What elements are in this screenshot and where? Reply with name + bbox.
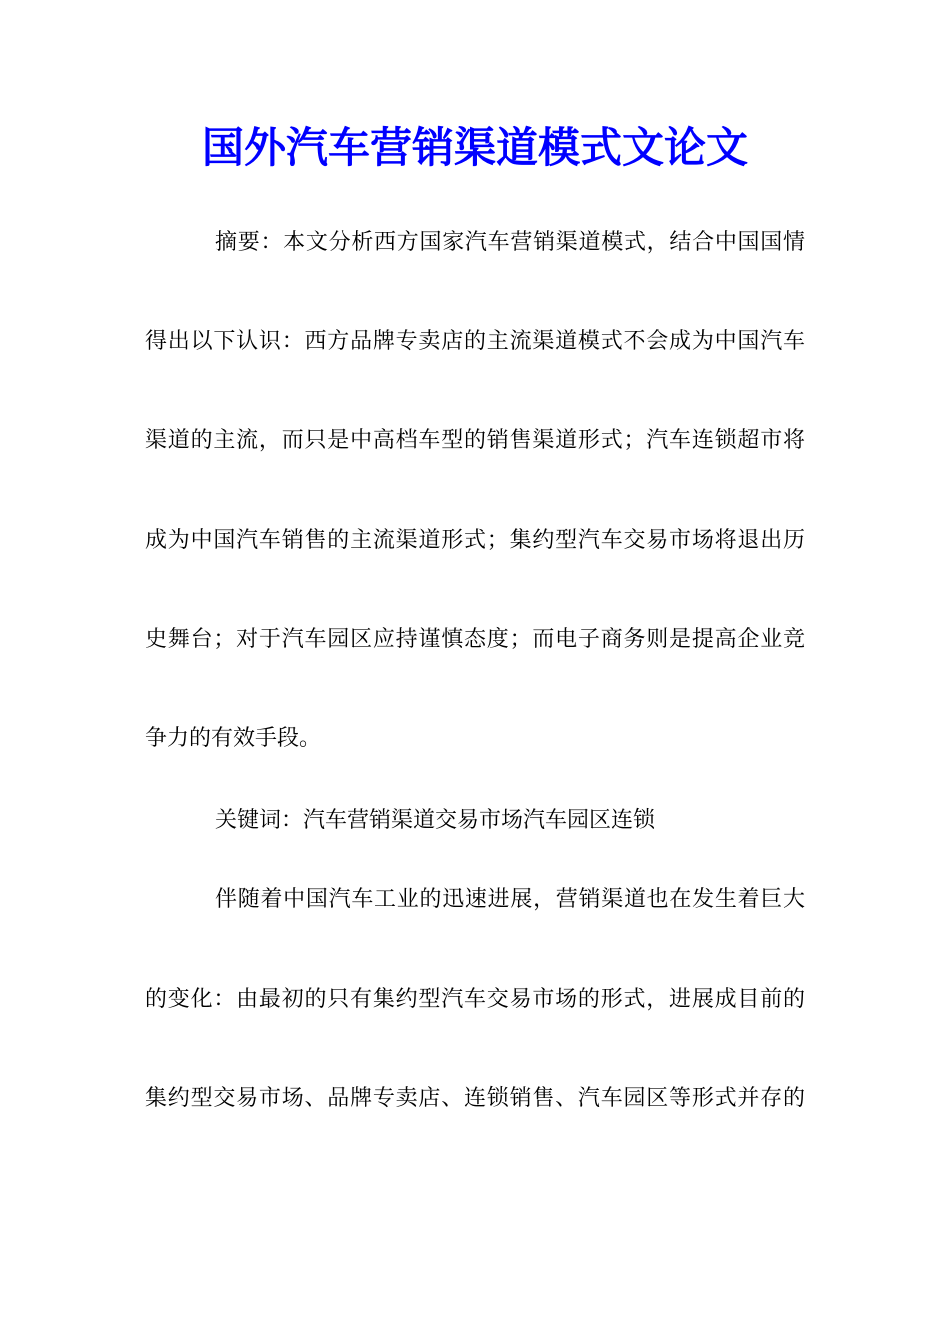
abstract-line-2: 得出以下认识：西方品牌专卖店的主流渠道模式不会成为中国汽车 [145,329,805,354]
abstract-line-4: 成为中国汽车销售的主流渠道形式；集约型汽车交易市场将退出历 [145,528,805,553]
body-line-3: 集约型交易市场、品牌专卖店、连锁销售、汽车园区等形式并存的 [145,1086,805,1111]
abstract-line-1: 摘要：本文分析西方国家汽车营销渠道模式，结合中国国情 [215,230,805,255]
abstract-line-5: 史舞台；对于汽车园区应持谨慎态度；而电子商务则是提高企业竞 [145,627,805,652]
document-title: 国外汽车营销渠道模式文论文 [201,123,748,172]
abstract-line-6: 争力的有效手段。 [145,726,322,751]
body-line-1: 伴随着中国汽车工业的迅速进展，营销渠道也在发生着巨大 [215,887,805,912]
abstract-line-3: 渠道的主流，而只是中高档车型的销售渠道形式；汽车连锁超市将 [145,428,805,453]
keywords-line: 关键词：汽车营销渠道交易市场汽车园区连锁 [215,808,656,833]
body-line-2: 的变化：由最初的只有集约型汽车交易市场的形式，进展成目前的 [145,987,805,1012]
